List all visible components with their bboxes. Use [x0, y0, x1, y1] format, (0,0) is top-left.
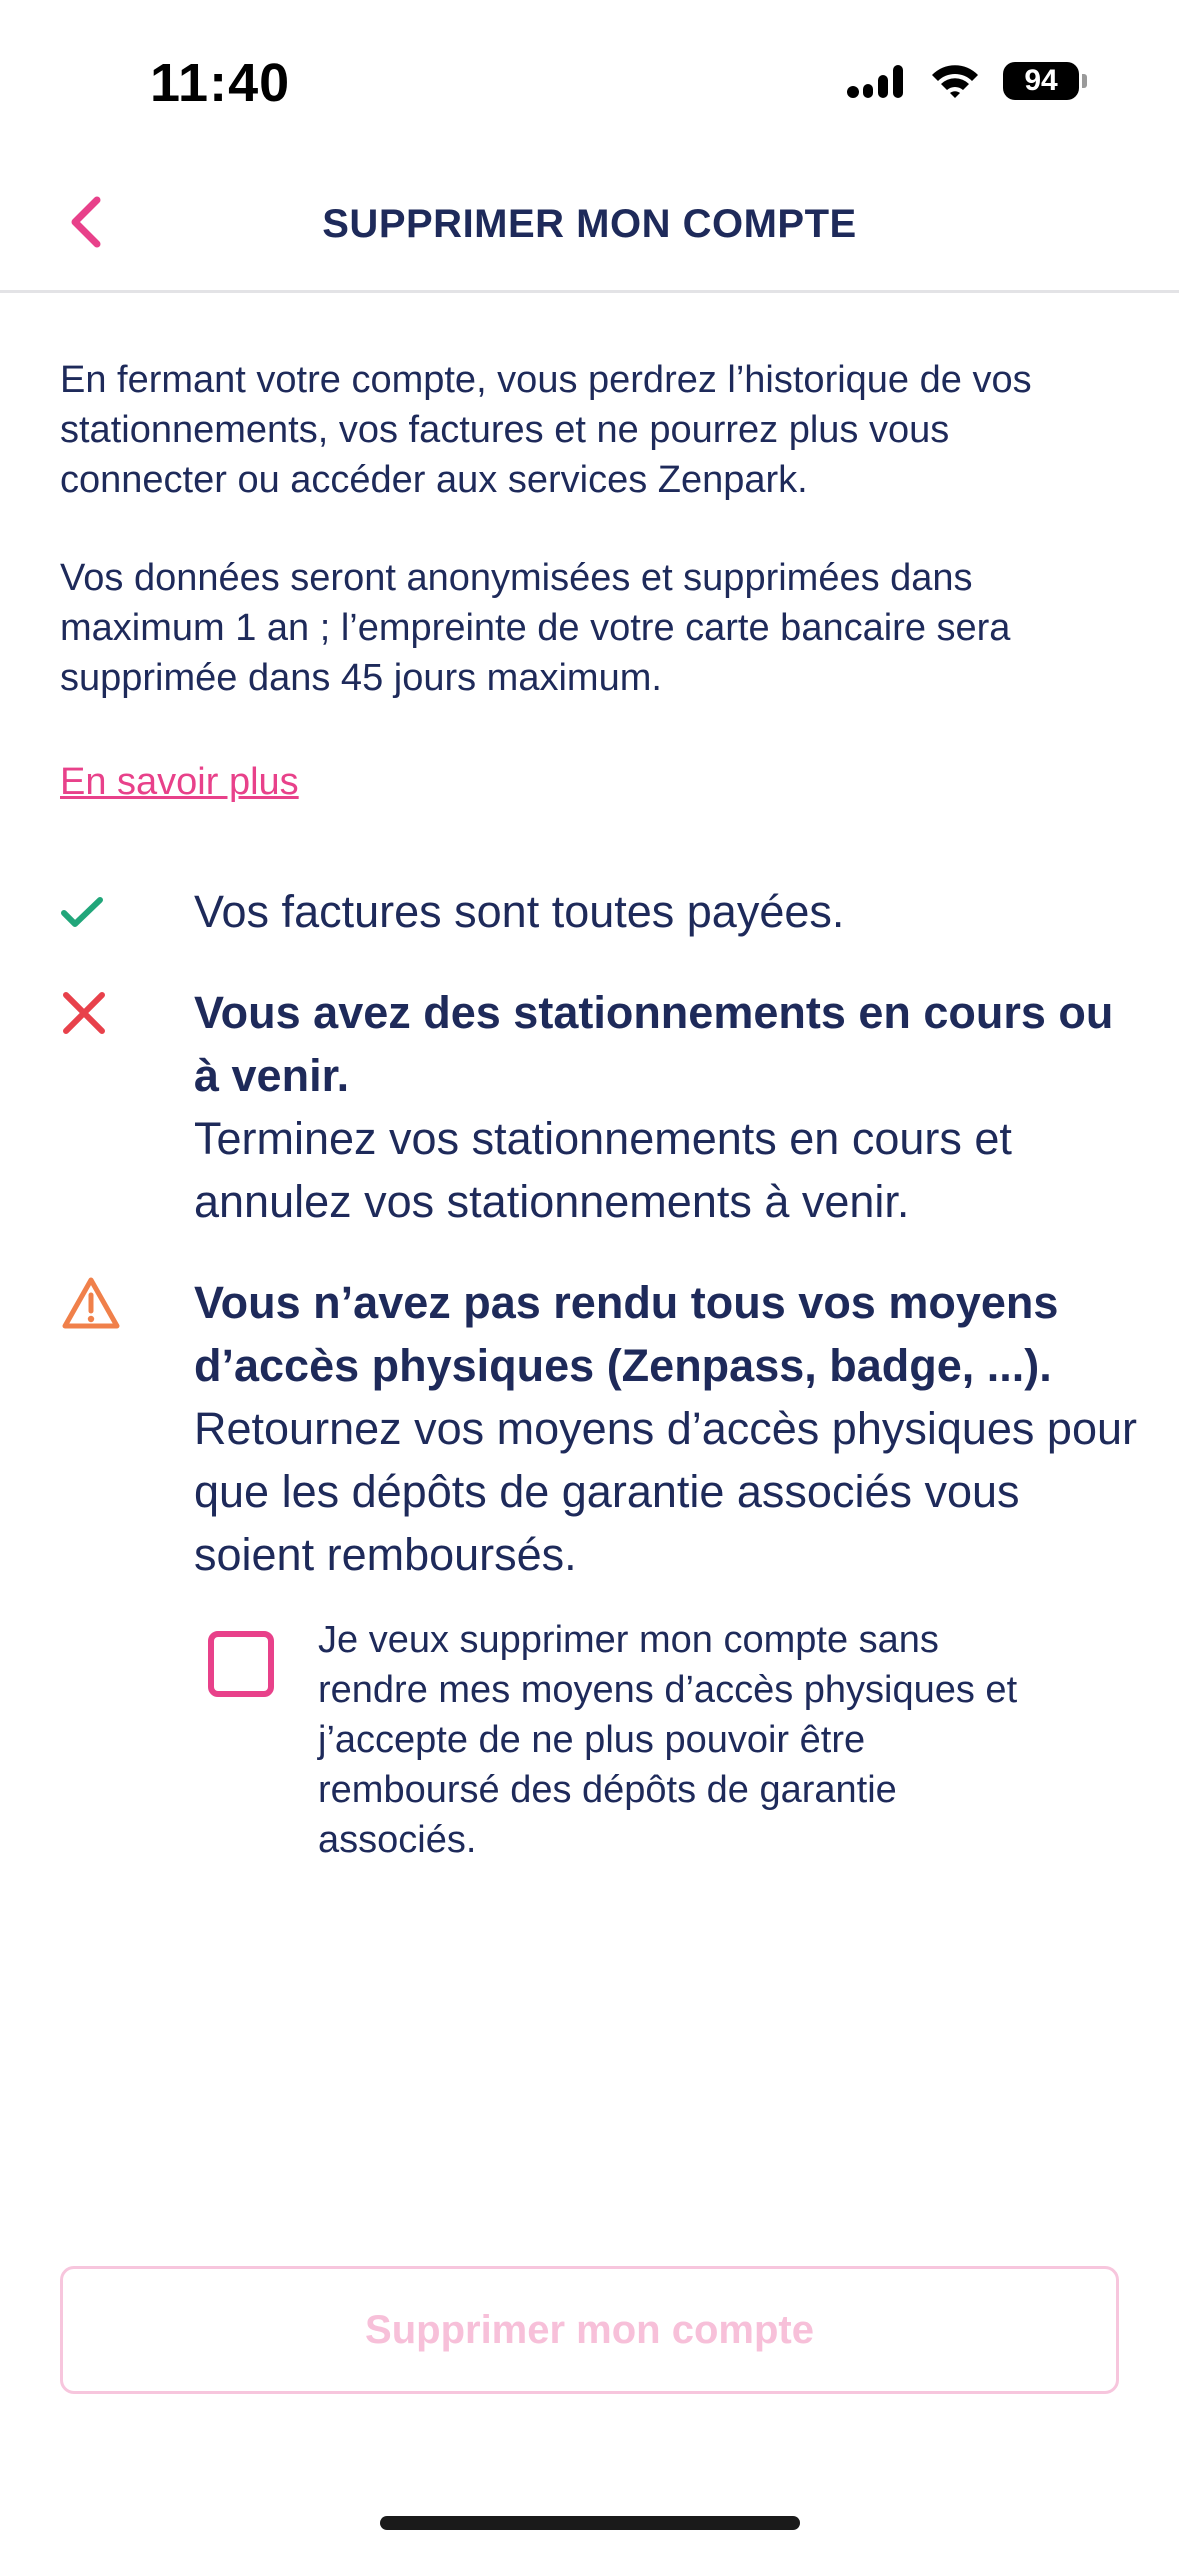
- consent-label: Je veux supprimer mon compte sans rendre mes moyens d’accès physiques et j’accepte de ne plus pouvoir être remboursé des dépôts de garantie associés.: [318, 1619, 1018, 1861]
- consent-checkbox[interactable]: [208, 1631, 274, 1697]
- home-indicator: [380, 2516, 800, 2530]
- check-title-parkings: Vous avez des stationnements en cours ou à venir.: [194, 987, 1114, 1101]
- checkmark-icon: [60, 895, 104, 929]
- check-item-access: [60, 1271, 1140, 1586]
- cross-icon: [60, 989, 108, 1037]
- check-item-invoices: [60, 880, 1140, 943]
- check-title-access: Vous n’avez pas rendu tous vos moyens d’accès physiques (Zenpass, badge, ...).: [194, 1277, 1059, 1391]
- delete-account-button[interactable]: Supprimer mon compte: [60, 2266, 1119, 2394]
- status-bar: [0, 0, 1179, 150]
- learn-more-link[interactable]: En savoir plus: [60, 761, 299, 803]
- cellular-signal-icon: [847, 62, 907, 100]
- warning-triangle-icon: [60, 1275, 122, 1331]
- check-text-invoices: Vos factures sont toutes payées.: [194, 886, 845, 937]
- status-time: 11:40: [150, 53, 291, 113]
- status-icons: [847, 62, 1079, 100]
- page-title: SUPPRIMER MON COMPTE: [322, 202, 857, 246]
- intro-section: [60, 355, 1120, 804]
- battery-icon: 94: [1003, 62, 1079, 100]
- check-text-parkings: Terminez vos stationnements en cours et annulez vos stationnements à venir.: [194, 1113, 1012, 1227]
- intro-paragraph-1: En fermant votre compte, vous perdrez l’historique de vos stationnements, vos factures et ne pourrez plus vous connecter ou accéder aux services Zenpark.: [60, 359, 1032, 501]
- checks-list: [60, 880, 1140, 1624]
- intro-paragraph-2: Vos données seront anonymisées et supprimées dans maximum 1 an ; l’empreinte de votre carte bancaire sera supprimée dans 45 jours maximum.: [60, 557, 1011, 699]
- check-text-access: Retournez vos moyens d’accès physiques pour que les dépôts de garantie associés vous soient remboursés.: [194, 1403, 1138, 1580]
- check-item-parkings: [60, 981, 1140, 1233]
- nav-header: [0, 150, 1179, 293]
- consent-row: [208, 1615, 1038, 1865]
- wifi-icon: [929, 62, 981, 100]
